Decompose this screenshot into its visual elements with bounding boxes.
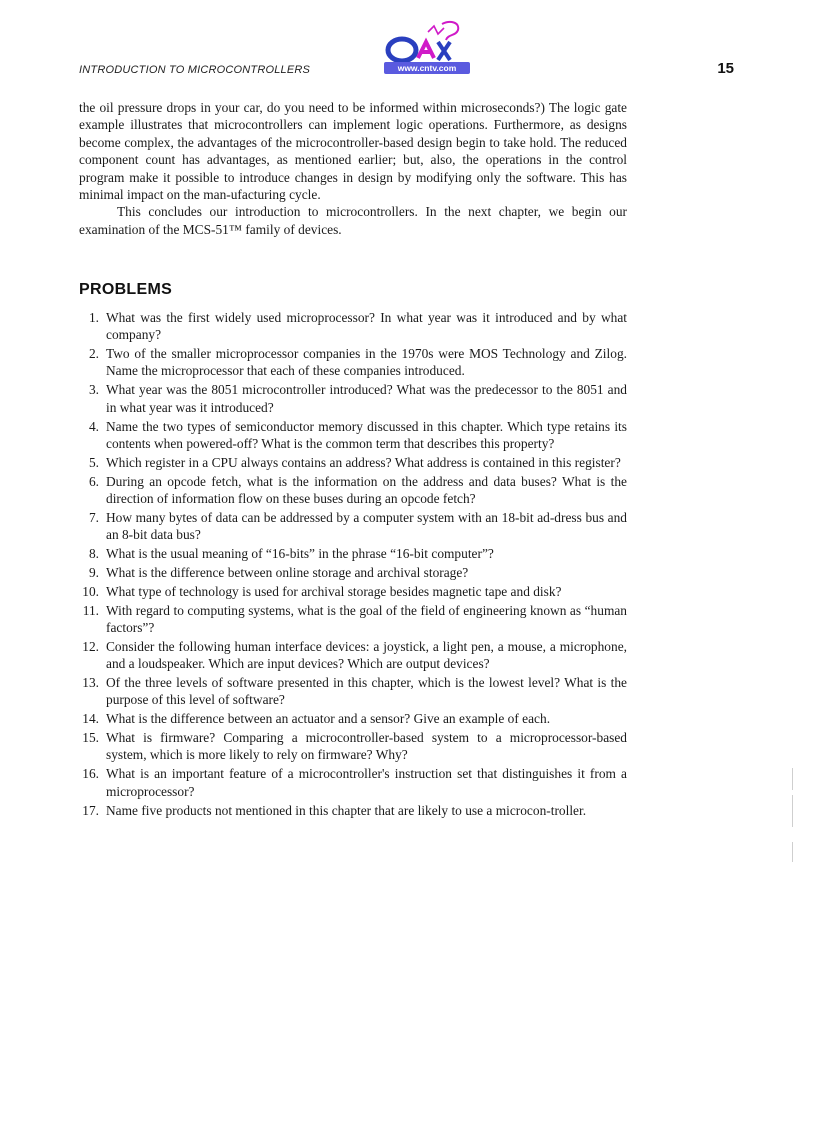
problem-item xyxy=(79,381,627,416)
problem-number: 15. xyxy=(82,730,99,746)
paragraph: the oil pressure drops in your car, do you need to be informed within microseconds?) The logic gate example illustrates that microcontrollers can implement logic operations. Furthermore, as designs become complex, the advantages of the microcontroller-based design begin to take hold. The reduced component count has advantages, as mentioned earlier; but, also, the operations in the control program make it possible to introduce changes in design by modifying only the software. This has minimal impact on the man-ufacturing cycle. xyxy=(79,100,627,203)
problem-number: 16. xyxy=(82,766,99,782)
problem-text: Of the three levels of software presented in this chapter, which is the lowest level? What is the purpose of this level of software? xyxy=(106,675,627,708)
problem-item xyxy=(79,454,627,471)
problem-number: 9. xyxy=(88,564,99,580)
problem-text: What year was the 8051 microcontroller introduced? What was the predecessor to the 8051 and in what year was it introduced? xyxy=(106,382,627,415)
problem-text: What is firmware? Comparing a microcontroller-based system to a microprocessor-based system, which is more likely to rely on firmware? Why? xyxy=(106,730,627,763)
problem-text: Name five products not mentioned in this chapter that are likely to use a microcon-troller. xyxy=(106,802,587,818)
problem-number: 6. xyxy=(88,473,99,489)
scan-artifact xyxy=(792,768,793,790)
problem-number: 12. xyxy=(82,638,99,654)
problem-number: 1. xyxy=(88,310,99,325)
problem-item xyxy=(79,638,627,673)
problem-text: What type of technology is used for archival storage besides magnetic tape and disk? xyxy=(106,583,562,599)
problem-item xyxy=(79,602,627,637)
problem-number: 4. xyxy=(88,418,99,434)
problem-text: Name the two types of semiconductor memory discussed in this chapter. Which type retains its contents when powered-off? What is the common term that describes this property? xyxy=(106,418,627,451)
watermark-logo xyxy=(380,20,472,76)
problem-item xyxy=(79,345,627,380)
problem-text: How many bytes of data can be addressed by a computer system with an 18-bit ad-dress bus and an 8-bit data bus? xyxy=(106,509,627,543)
problem-number: 10. xyxy=(82,583,99,599)
problem-item xyxy=(79,473,627,508)
scan-artifact xyxy=(792,842,793,862)
problem-item xyxy=(79,802,627,819)
problem-number: 13. xyxy=(82,675,99,691)
problem-text: What was the first widely used microprocessor? In what year was it introduced and by what company? xyxy=(106,310,627,343)
problem-item xyxy=(79,418,627,453)
problem-text: Which register in a CPU always contains an address? What address is contained in this register? xyxy=(106,454,621,470)
scan-artifact xyxy=(792,795,793,827)
problem-number: 11. xyxy=(82,602,99,618)
problem-item xyxy=(79,509,627,544)
problem-text: Consider the following human interface devices: a joystick, a light pen, a mouse, a microphone, and a loudspeaker. Which are input devices? Which are output devices? xyxy=(106,638,627,672)
problem-item xyxy=(79,674,627,709)
problem-number: 5. xyxy=(88,454,99,470)
problem-item xyxy=(79,729,627,764)
problem-number: 2. xyxy=(88,346,99,362)
problem-number: 3. xyxy=(88,382,99,398)
running-head: INTRODUCTION TO MICROCONTROLLERS xyxy=(79,64,311,76)
problem-text: What is the difference between an actuator and a sensor? Give an example of each. xyxy=(106,711,551,727)
problem-text: What is an important feature of a microcontroller's instruction set that distinguishes it from a microprocessor? xyxy=(106,766,627,799)
problem-item xyxy=(79,309,627,344)
problem-number: 14. xyxy=(82,711,99,727)
problem-number: 17. xyxy=(82,802,99,818)
problem-item xyxy=(79,765,627,800)
problem-item xyxy=(79,564,627,581)
problem-number: 7. xyxy=(88,509,99,525)
problem-item xyxy=(79,583,627,600)
problem-text: What is the difference between online storage and archival storage? xyxy=(106,564,469,580)
problems-list xyxy=(79,309,627,820)
watermark-logo-text: www.cntv.com xyxy=(397,63,457,73)
paragraph: This concludes our introduction to microcontrollers. In the next chapter, we begin our examination of the MCS-51™ family of devices. xyxy=(79,204,627,237)
problem-item xyxy=(79,545,627,562)
problem-number: 8. xyxy=(88,546,99,562)
problem-text: What is the usual meaning of “16-bits” in the phrase “16-bit computer”? xyxy=(106,546,494,562)
problem-text: During an opcode fetch, what is the information on the address and data buses? What is the direction of information flow on these buses during an opcode fetch? xyxy=(106,473,627,506)
problem-text: With regard to computing systems, what is the goal of the field of engineering known as “human factors”? xyxy=(106,602,627,635)
problem-item xyxy=(79,710,627,727)
section-title-problems: PROBLEMS xyxy=(79,281,173,298)
problem-text: Two of the smaller microprocessor companies in the 1970s were MOS Technology and Zilog. Name the microprocessor that each of these companies introduced. xyxy=(106,346,627,379)
body-text xyxy=(79,99,627,238)
page-number: 15 xyxy=(717,60,734,77)
